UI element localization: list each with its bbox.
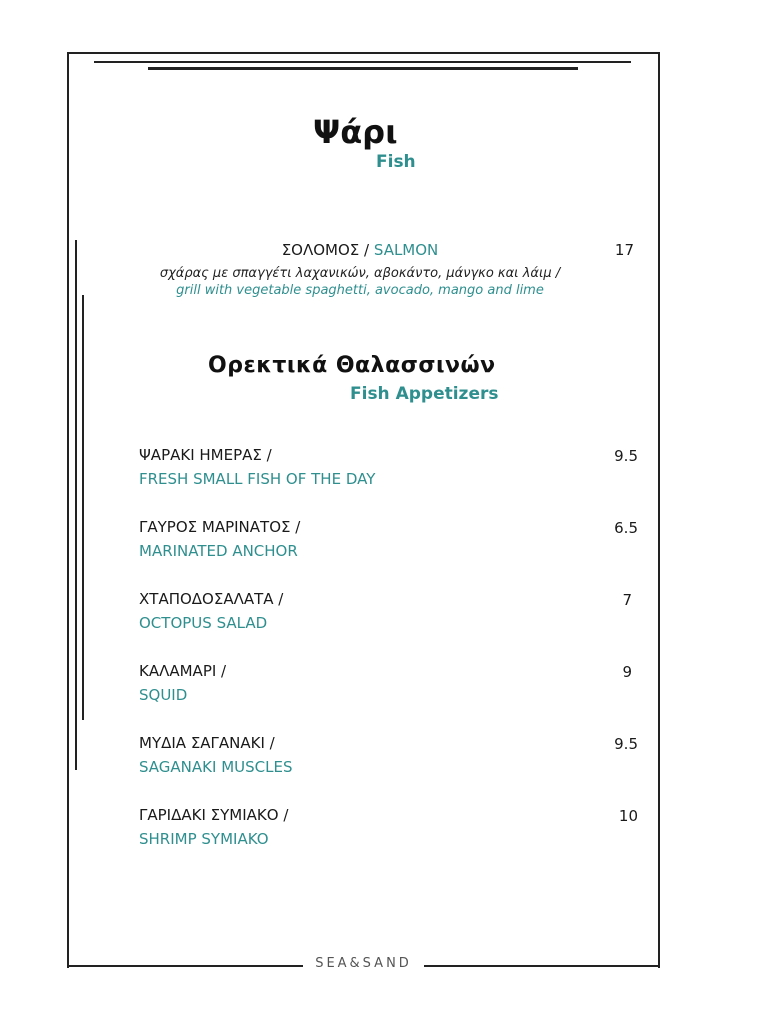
fish-section-title: Ψάρι bbox=[313, 113, 398, 151]
menu-item-name-en: SQUID bbox=[139, 686, 188, 704]
menu-item-name-gr: ΜΥΔΙΑ ΣΑΓΑΝΑΚΙ / bbox=[139, 734, 275, 752]
salmon-name-gr: ΣΟΛΟΜΟΣ / bbox=[281, 241, 370, 259]
menu-item-name-gr: ΓΑΡΙΔΑΚΙ ΣΥΜΙΑΚΟ / bbox=[139, 806, 289, 824]
menu-item-price: 9 bbox=[622, 663, 632, 681]
salmon-price: 17 bbox=[614, 241, 634, 259]
salmon-description-gr: σχάρας με σπαγγέτι λαχανικών, αβοκάντο, μάνγκο και λάιμ / bbox=[159, 266, 561, 281]
menu-item-price: 7 bbox=[622, 591, 632, 609]
menu-item-name-en: OCTOPUS SALAD bbox=[139, 614, 268, 632]
fish-section-subtitle: Fish bbox=[376, 152, 416, 172]
appetizers-section-subtitle: Fish Appetizers bbox=[350, 384, 499, 404]
frame-bottom-left-rule bbox=[67, 965, 303, 967]
menu-item-name-gr: ΚΑΛΑΜΑΡΙ / bbox=[139, 662, 227, 680]
menu-item-name-en: MARINATED ANCHOR bbox=[139, 542, 298, 560]
brand-footer: SEA&SAND bbox=[315, 956, 412, 971]
top-rule-long bbox=[94, 61, 631, 63]
appetizers-section-title: Ορεκτικά Θαλασσινών bbox=[208, 353, 496, 378]
menu-item-name-gr: ΧΤΑΠΟΔΟΣΑΛΑΤΑ / bbox=[139, 590, 284, 608]
menu-item-name-en: SAGANAKI MUSCLES bbox=[139, 758, 293, 776]
salmon-item-name bbox=[100, 241, 620, 259]
salmon-name-en: SALMON bbox=[373, 241, 439, 259]
menu-item-price: 10 bbox=[618, 807, 638, 825]
menu-item-name-gr: ΨΑΡΑΚΙ ΗΜΕΡΑΣ / bbox=[139, 446, 272, 464]
frame-bottom-right-rule bbox=[424, 965, 658, 967]
side-rule-inner bbox=[82, 295, 84, 720]
side-rule-outer bbox=[75, 240, 77, 770]
menu-item-price: 6.5 bbox=[614, 519, 638, 537]
salmon-description-en: grill with vegetable spaghetti, avocado, mango and lime bbox=[176, 283, 544, 298]
menu-item-price: 9.5 bbox=[614, 447, 638, 465]
menu-item-name-gr: ΓΑΥΡΟΣ ΜΑΡΙΝΑΤΟΣ / bbox=[139, 518, 301, 536]
menu-item-name-en: SHRIMP SYMIAKO bbox=[139, 830, 269, 848]
menu-item-price: 9.5 bbox=[614, 735, 638, 753]
menu-item-name-en: FRESH SMALL FISH OF THE DAY bbox=[139, 470, 376, 488]
top-rule-short bbox=[148, 67, 578, 70]
